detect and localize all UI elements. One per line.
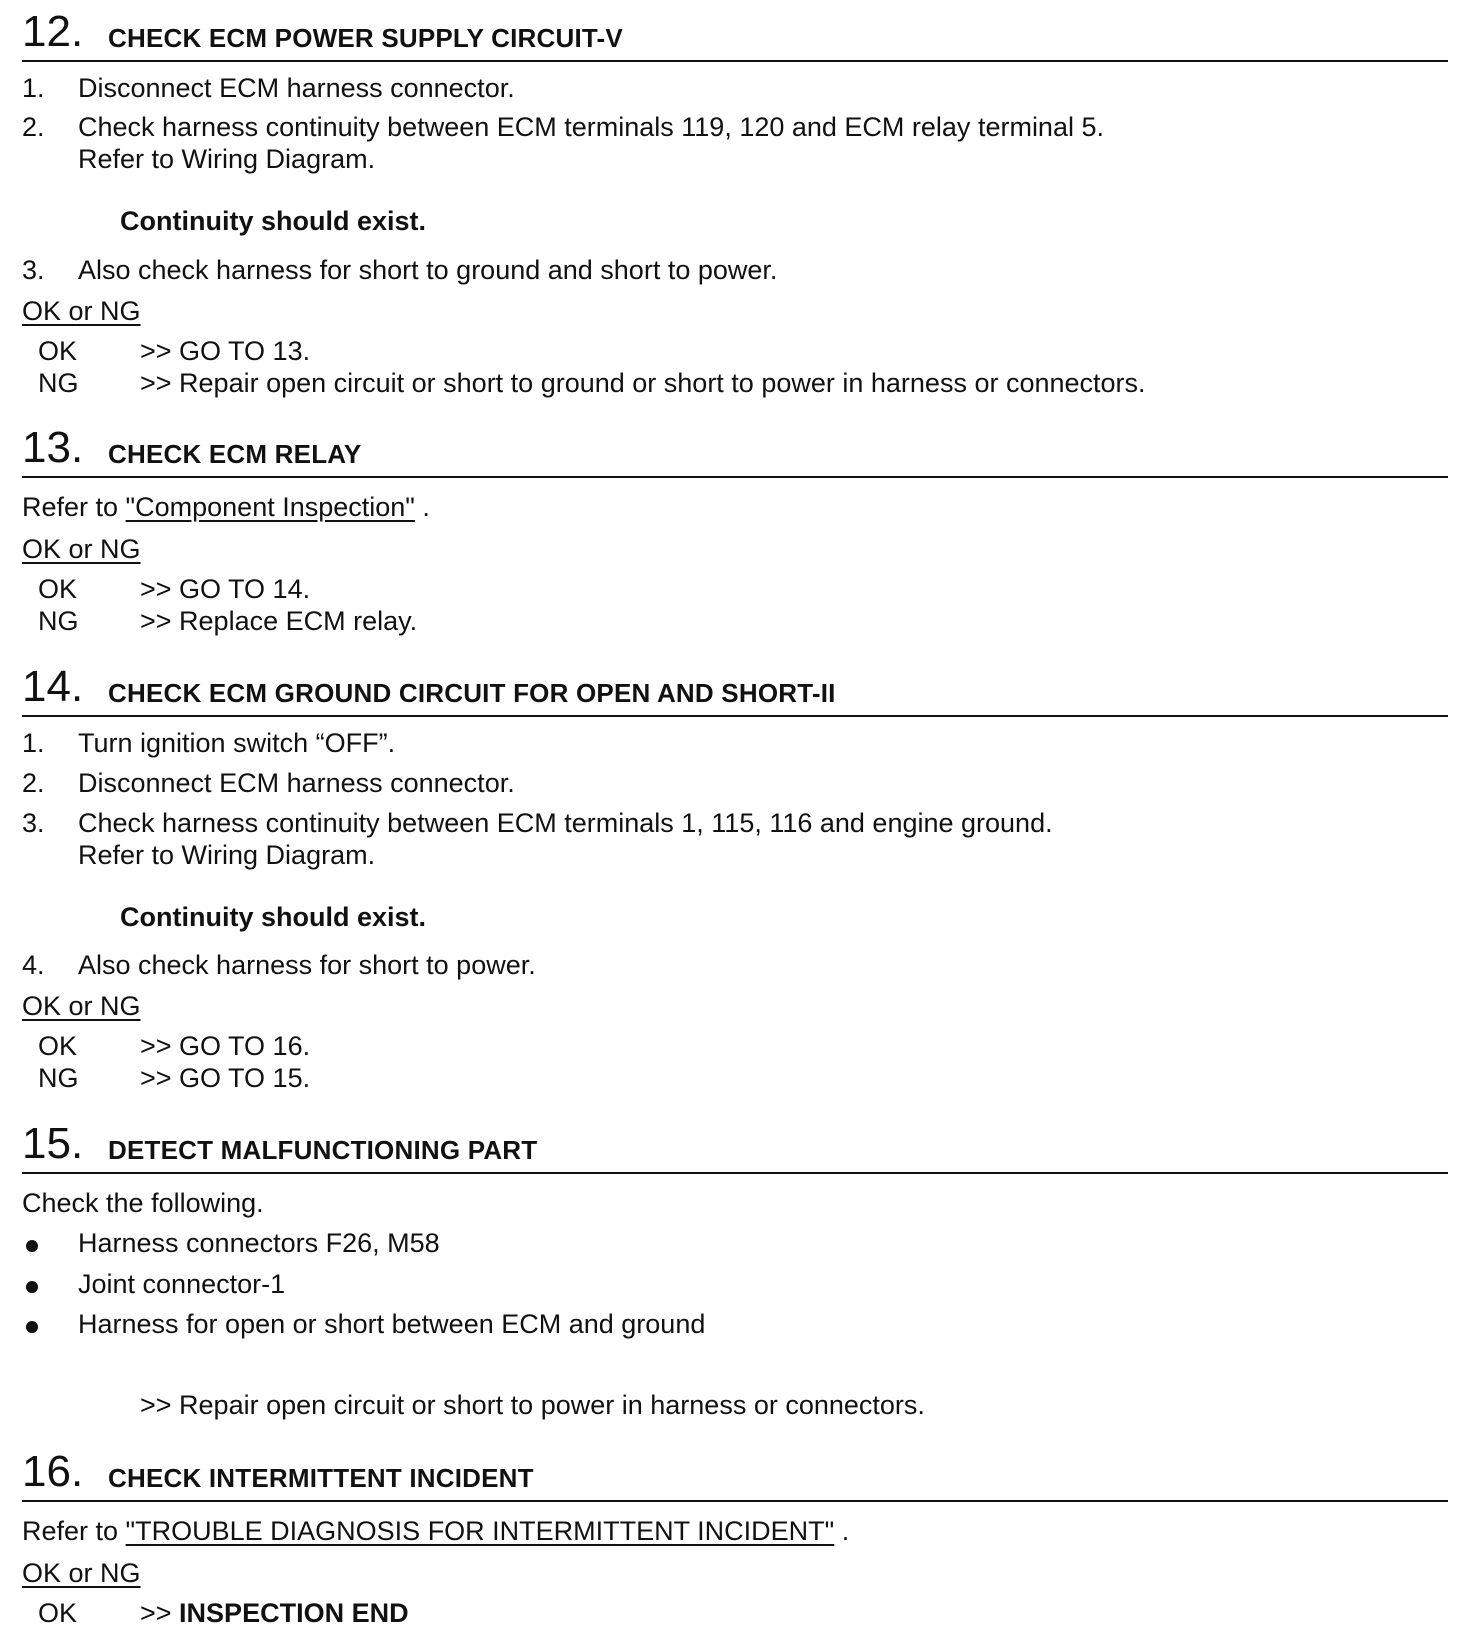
s13-ng-action: >> Replace ECM relay. xyxy=(140,606,418,636)
s12-ng-label: NG xyxy=(38,368,79,398)
section-12-number: 12. xyxy=(22,7,84,56)
section-16-title: CHECK INTERMITTENT INCIDENT xyxy=(108,1463,534,1493)
section-12-heading xyxy=(22,7,1448,62)
section-15-heading xyxy=(22,1119,1448,1174)
s12-ok-label: OK xyxy=(38,336,78,366)
section-13-number: 13. xyxy=(22,423,84,472)
s16-refer-line xyxy=(22,1515,849,1547)
s12-step-2-text-line2: Refer to Wiring Diagram. xyxy=(78,144,376,174)
trouble-diagnosis-link[interactable]: "TROUBLE DIAGNOSIS FOR INTERMITTENT INCIDENT" xyxy=(125,1516,835,1546)
bullet-icon xyxy=(26,1281,38,1293)
s14-judgement-label: OK or NG xyxy=(22,991,141,1021)
s13-ok-action: >> GO TO 14. xyxy=(140,574,311,604)
s14-step-2-number: 2. xyxy=(22,768,45,798)
s14-step-4-number: 4. xyxy=(22,950,45,980)
s14-ok-action: >> GO TO 16. xyxy=(140,1031,311,1061)
s13-ok-label: OK xyxy=(38,574,78,604)
s12-step-3-number: 3. xyxy=(22,255,45,285)
s13-judgement-label: OK or NG xyxy=(22,534,141,564)
s14-ng-action: >> GO TO 15. xyxy=(140,1063,311,1093)
s14-step-1-number: 1. xyxy=(22,728,45,758)
s15-intro: Check the following. xyxy=(22,1188,264,1218)
s16-refer-suffix: . xyxy=(834,1516,850,1546)
section-15-number: 15. xyxy=(22,1119,84,1168)
s14-ok-label: OK xyxy=(38,1031,78,1061)
s16-refer-prefix: Refer to xyxy=(22,1516,126,1546)
s13-refer-suffix: . xyxy=(414,492,430,522)
s14-step-1-text: Turn ignition switch “OFF”. xyxy=(78,728,396,758)
s12-judgement-label: OK or NG xyxy=(22,296,141,326)
s13-ng-label: NG xyxy=(38,606,79,636)
component-inspection-link[interactable]: "Component Inspection" xyxy=(125,492,415,522)
s12-step-2-text: Check harness continuity between ECM terminals 119, 120 and ECM relay terminal 5. xyxy=(78,112,1104,142)
inspection-end-text: INSPECTION END xyxy=(179,1598,409,1628)
s12-step-1-number: 1. xyxy=(22,73,45,103)
s12-step-2-number: 2. xyxy=(22,112,45,142)
s12-step-3-text: Also check harness for short to ground and short to power. xyxy=(78,255,778,285)
s12-spec: Continuity should exist. xyxy=(120,206,427,236)
s15-bullet-1: Harness connectors F26, M58 xyxy=(78,1228,440,1258)
section-15-title: DETECT MALFUNCTIONING PART xyxy=(108,1135,538,1165)
s14-step-3-number: 3. xyxy=(22,808,45,838)
s14-ng-label: NG xyxy=(38,1063,79,1093)
s13-refer-prefix: Refer to xyxy=(22,492,126,522)
section-14-number: 14. xyxy=(22,662,84,711)
s12-step-1-text: Disconnect ECM harness connector. xyxy=(78,73,515,103)
s14-spec: Continuity should exist. xyxy=(120,902,427,932)
s14-step-3-text-line2: Refer to Wiring Diagram. xyxy=(78,840,376,870)
s13-refer-line xyxy=(22,491,430,523)
bullet-icon xyxy=(26,1240,38,1252)
section-12-title: CHECK ECM POWER SUPPLY CIRCUIT-V xyxy=(108,23,623,53)
bullet-icon xyxy=(26,1321,38,1333)
s15-bullet-3: Harness for open or short between ECM and ground xyxy=(78,1309,706,1339)
s15-result-action: >> Repair open circuit or short to power in harness or connectors. xyxy=(140,1390,925,1420)
s16-judgement-label: OK or NG xyxy=(22,1558,141,1588)
section-16-number: 16. xyxy=(22,1447,84,1496)
s14-step-2-text: Disconnect ECM harness connector. xyxy=(78,768,515,798)
s16-ok-label: OK xyxy=(38,1598,78,1628)
section-13-heading xyxy=(22,423,1448,478)
section-14-title: CHECK ECM GROUND CIRCUIT FOR OPEN AND SHORT-II xyxy=(108,678,836,708)
s16-ok-action xyxy=(140,1597,409,1629)
s14-step-4-text: Also check harness for short to power. xyxy=(78,950,536,980)
s12-ng-action: >> Repair open circuit or short to ground or short to power in harness or connectors. xyxy=(140,368,1146,398)
s15-bullet-2: Joint connector-1 xyxy=(78,1269,286,1299)
s16-ok-arrow: >> xyxy=(140,1598,180,1628)
section-13-title: CHECK ECM RELAY xyxy=(108,439,362,469)
section-16-heading xyxy=(22,1447,1448,1502)
section-14-heading xyxy=(22,662,1448,717)
s14-step-3-text: Check harness continuity between ECM terminals 1, 115, 116 and engine ground. xyxy=(78,808,1053,838)
s12-ok-action: >> GO TO 13. xyxy=(140,336,311,366)
